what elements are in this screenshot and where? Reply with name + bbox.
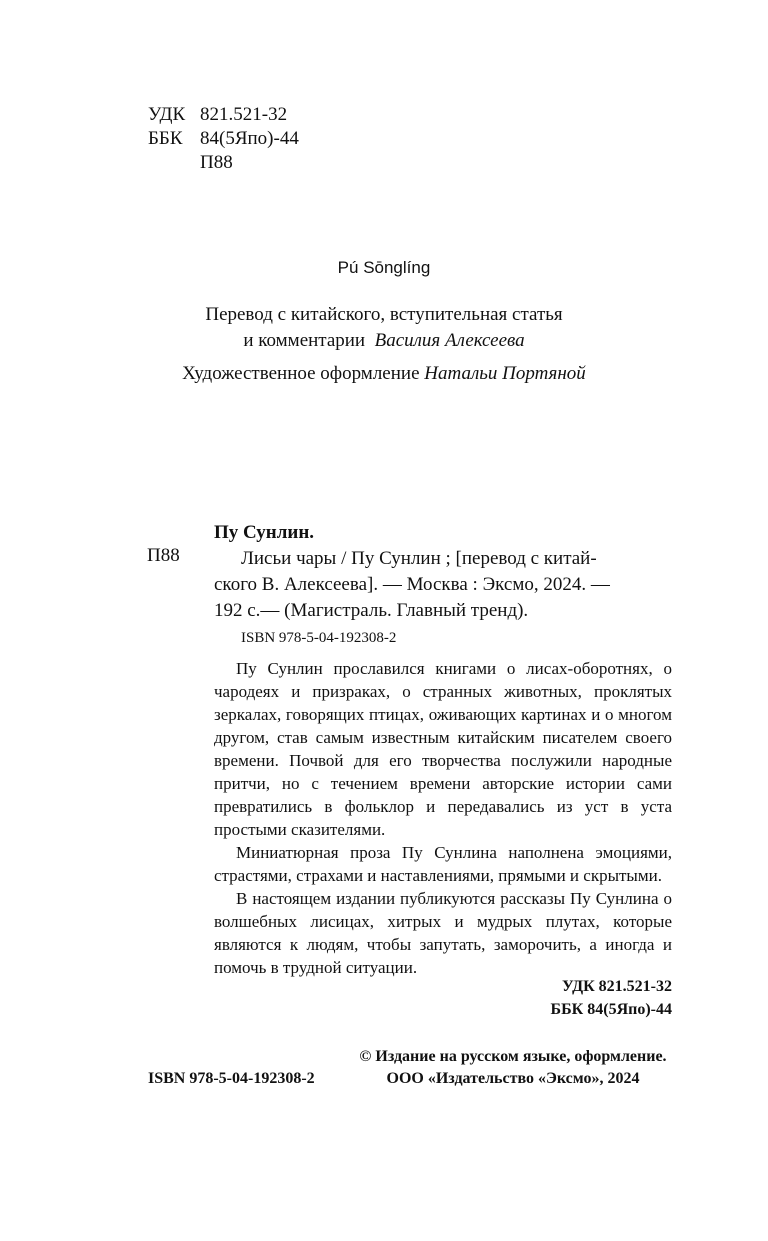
- annotation-paragraph-3: В настоящем издании публикуются рассказы Пу Сунлина о волшебных лисицах, хитрых и мудрых плутах, которые являются к людям, чтобы запутать, заморочить, а иногда и помочь в трудной ситуации.: [214, 889, 672, 977]
- copyright-line-1: © Издание на русском языке, оформление.: [359, 1048, 667, 1065]
- entry-line-2: ского В. Алексеева]. — Москва : Эксмо, 2024. —: [214, 574, 610, 595]
- bbk-bottom: ББК 84(5Япо)-44: [550, 1001, 672, 1018]
- original-author-name: Pú Sōnglíng: [337, 258, 431, 277]
- translation-credit-line1: Перевод с китайского, вступительная статья: [205, 304, 563, 325]
- annotation-paragraph-2: Миниатюрная проза Пу Сунлина наполнена эмоциями, страстями, страхами и наставлениями, прямыми и скрытыми.: [214, 843, 672, 885]
- translation-credit-prefix: и комментарии: [243, 330, 366, 351]
- bbk-label: ББК: [148, 128, 183, 149]
- design-credit: [0, 361, 768, 387]
- entry-author-sign: П88: [147, 545, 180, 566]
- design-credit-prefix: Художественное оформление: [182, 363, 420, 384]
- footer-isbn: ISBN 978-5-04-192308-2: [148, 1070, 315, 1087]
- translation-credit-line2: [0, 328, 768, 354]
- udk-value: 821.521-32: [200, 104, 288, 125]
- translator-name: Василия Алексеева: [374, 330, 525, 351]
- bbk-value: 84(5Япо)-44: [200, 128, 299, 149]
- bbk-line: [148, 127, 299, 151]
- annotation: [214, 657, 672, 979]
- udk-line: [148, 103, 287, 127]
- udk-bottom: УДК 821.521-32: [561, 978, 672, 995]
- entry-isbn: ISBN 978-5-04-192308-2: [241, 630, 397, 646]
- annotation-paragraph-1: Пу Сунлин прославился книгами о лисах-оборотнях, о чародеях и призраках, о странных животных, проклятых зеркалах, говорящих птицах, оживающих картинах и о многом другом, став самым известным китайским писателем своего времени. Почвой для его творчества послужили народные притчи, но с течением времени авторские истории сами превратились в фольклор и передавались из уст в уста простыми сказителями.: [214, 659, 672, 839]
- designer-name: Натальи Портяной: [424, 363, 586, 384]
- author-sign-top: П88: [200, 152, 233, 173]
- entry-line-1: Лисьи чары / Пу Сунлин ; [перевод с китай-: [241, 548, 597, 569]
- entry-line-3: 192 с.— (Магистраль. Главный тренд).: [214, 600, 529, 621]
- copyright-line-2: ООО «Издательство «Эксмо», 2024: [386, 1070, 640, 1087]
- entry-author: Пу Сунлин.: [214, 522, 315, 543]
- udk-label: УДК: [148, 104, 186, 125]
